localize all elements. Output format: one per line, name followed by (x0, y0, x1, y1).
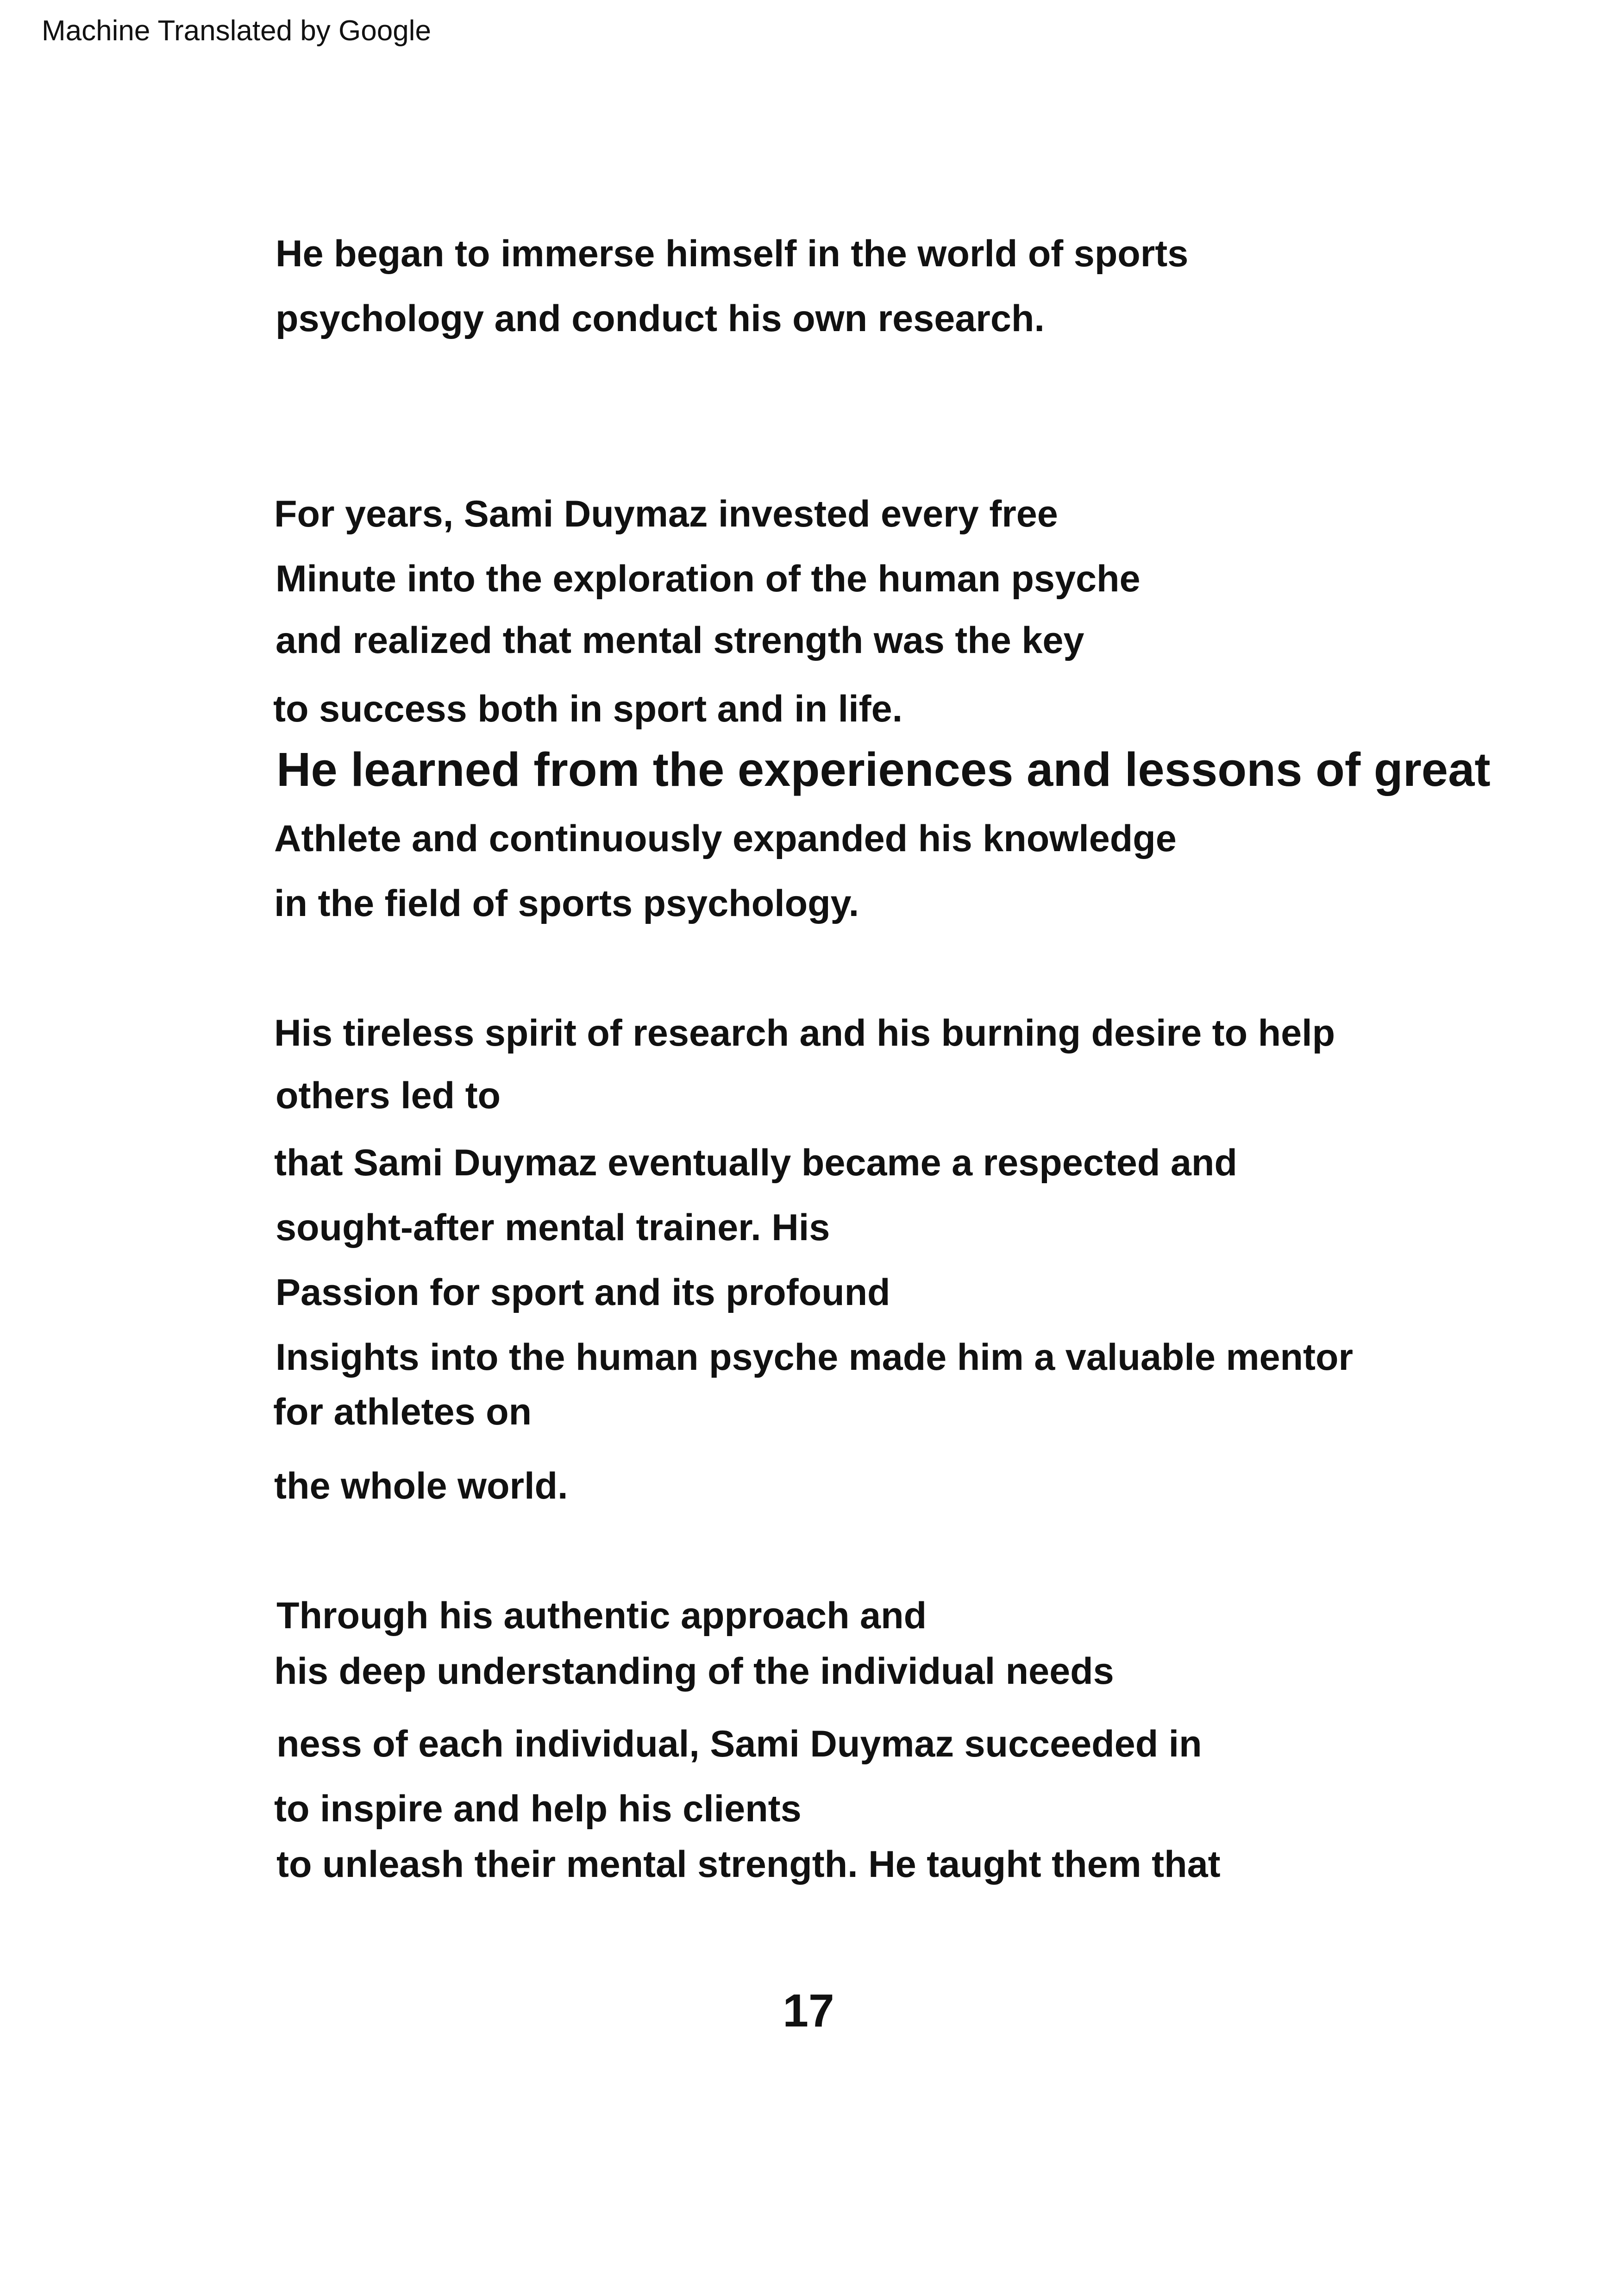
text-line: that Sami Duymaz eventually became a respected and (274, 1142, 1237, 1184)
text-line: psychology and conduct his own research. (276, 298, 1045, 339)
page-number: 17 (783, 1985, 834, 2037)
text-line: to success both in sport and in life. (273, 688, 903, 730)
text-line: to inspire and help his clients (274, 1788, 802, 1830)
text-line: He began to immerse himself in the world of sports (276, 233, 1189, 275)
text-line: He learned from the experiences and lessons of great (276, 743, 1491, 796)
text-line: in the field of sports psychology. (274, 883, 859, 924)
text-line: For years, Sami Duymaz invested every free (274, 493, 1058, 535)
text-line: ness of each individual, Sami Duymaz succeeded in (276, 1723, 1202, 1765)
text-line: Minute into the exploration of the human psyche (276, 558, 1141, 600)
text-line: for athletes on (273, 1391, 532, 1433)
text-line: Passion for sport and its profound (276, 1272, 890, 1313)
text-line: his deep understanding of the individual needs (274, 1650, 1114, 1692)
text-line: the whole world. (274, 1465, 568, 1507)
text-line: Athlete and continuously expanded his knowledge (274, 818, 1177, 859)
text-line: Insights into the human psyche made him a valuable mentor (276, 1336, 1353, 1378)
machine-translation-banner: Machine Translated by Google (42, 15, 431, 47)
text-line: sought-after mental trainer. His (276, 1207, 830, 1248)
text-line: His tireless spirit of research and his burning desire to help (274, 1012, 1335, 1054)
text-line: and realized that mental strength was the key (276, 620, 1084, 661)
text-line: Through his authentic approach and (276, 1595, 927, 1637)
text-line: others led to (276, 1075, 501, 1117)
text-line: to unleash their mental strength. He taught them that (276, 1844, 1221, 1885)
